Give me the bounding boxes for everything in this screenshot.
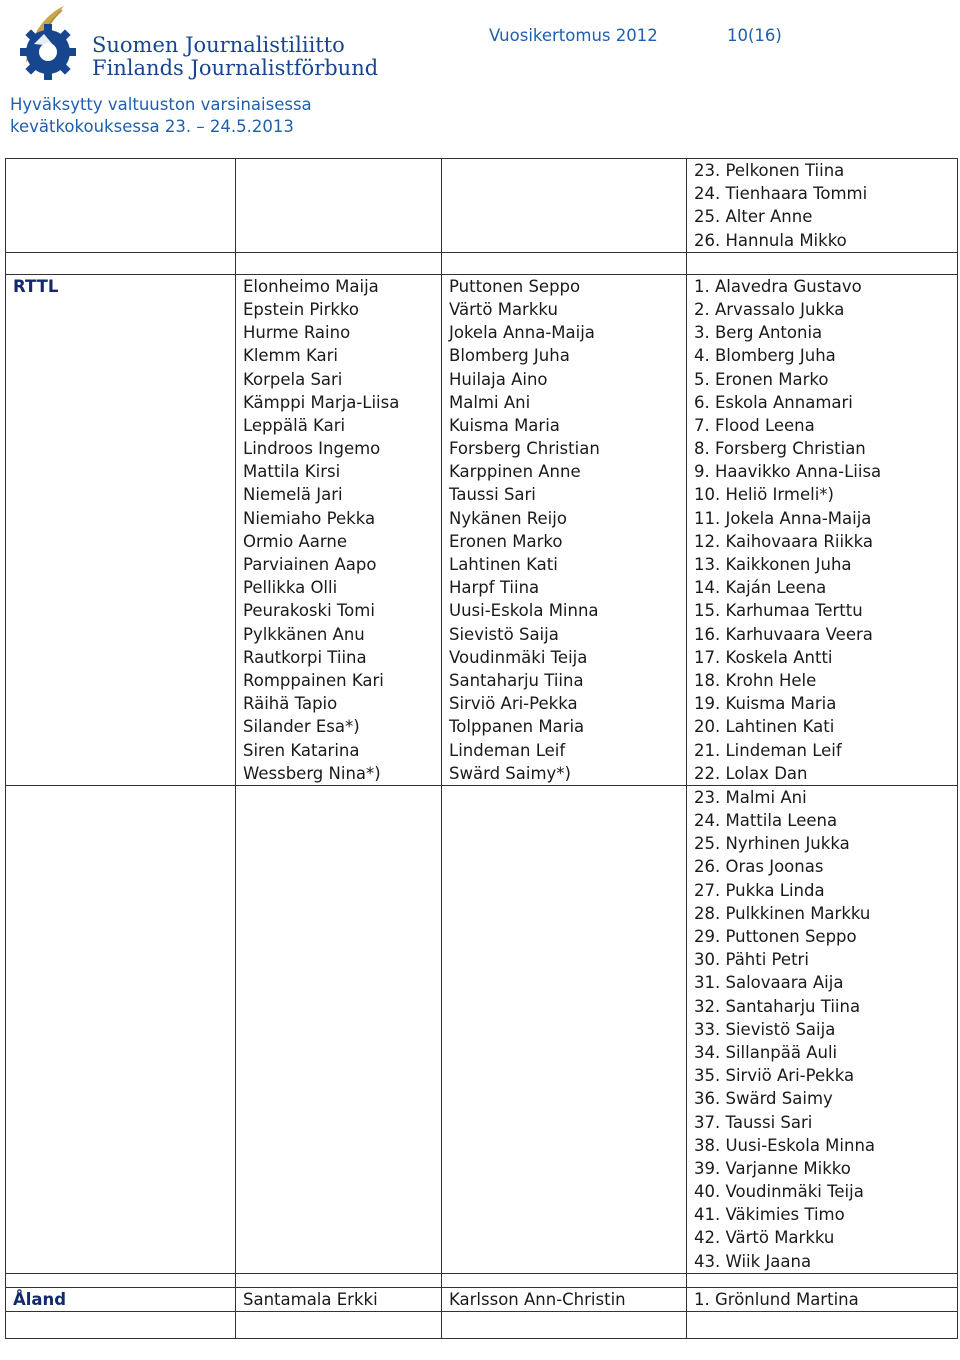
col3-cell <box>687 274 958 785</box>
member-line: 8. Forsberg Christian <box>694 439 866 459</box>
member-line: Pylkkänen Anu <box>243 624 365 644</box>
member-line: 33. Sievistö Saija <box>694 1019 836 1039</box>
approval-line-1: Hyväksytty valtuuston varsinaisessa <box>10 95 312 114</box>
col1-cell <box>236 159 442 253</box>
member-line: 10. Heliö Irmeli*) <box>694 485 834 505</box>
member-line: 37. Taussi Sari <box>694 1112 813 1132</box>
member-line: 22. Lolax Dan <box>694 763 808 783</box>
member-line: 4. Blomberg Juha <box>694 346 836 366</box>
member-line: Jokela Anna-Maija <box>449 323 595 343</box>
member-line: 23. Malmi Ani <box>694 787 807 807</box>
union-cell <box>6 1287 236 1311</box>
member-line: Kämppi Marja-Liisa <box>243 392 400 412</box>
member-line: Santamala Erkki <box>243 1289 378 1309</box>
col1-cell <box>236 274 442 785</box>
table-row <box>6 252 958 274</box>
member-line: Malmi Ani <box>449 392 531 412</box>
member-line: Silander Esa*) <box>243 717 360 737</box>
member-line: 1. Grönlund Martina <box>694 1289 859 1309</box>
member-line: 24. Mattila Leena <box>694 811 838 831</box>
member-line: Lahtinen Kati <box>449 555 558 574</box>
member-line: Puttonen Seppo <box>449 276 581 296</box>
empty-cell <box>687 1312 958 1339</box>
page-number: 10(16) <box>727 26 782 45</box>
document-title: Vuosikertomus 2012 <box>489 26 658 45</box>
member-line: 11. Jokela Anna-Maija <box>694 508 872 528</box>
member-line: Forsberg Christian <box>449 439 600 459</box>
member-line: Parviainen Aapo <box>243 555 377 574</box>
table-row <box>6 1273 958 1287</box>
member-line: 38. Uusi-Eskola Minna <box>694 1135 876 1155</box>
member-line: 5. Eronen Marko <box>694 369 829 389</box>
member-line: Karppinen Anne <box>449 462 581 482</box>
member-line: Romppainen Kari <box>243 670 384 690</box>
member-line: Kuisma Maria <box>449 415 560 435</box>
member-line: Santaharju Tiina <box>449 670 584 690</box>
col2-cell <box>442 274 687 785</box>
member-line: 35. Sirviö Ari-Pekka <box>694 1066 855 1086</box>
member-line: 24. Tienhaara Tommi <box>694 184 868 204</box>
table-row <box>6 274 958 785</box>
member-line: 42. Värtö Markku <box>694 1228 835 1248</box>
member-line: Niemelä Jari <box>243 485 343 505</box>
empty-cell <box>442 1273 687 1287</box>
member-line: 25. Alter Anne <box>694 207 813 227</box>
union-label: Åland <box>13 1289 67 1309</box>
member-line: 16. Karhuvaara Veera <box>694 624 873 644</box>
member-line: Lindeman Leif <box>449 740 566 760</box>
member-line: 26. Hannula Mikko <box>694 230 847 250</box>
table-row <box>6 1312 958 1339</box>
empty-cell <box>236 1273 442 1287</box>
member-line: 14. Kaján Leena <box>694 578 827 598</box>
member-line: Peurakoski Tomi <box>243 601 375 621</box>
member-line: 7. Flood Leena <box>694 415 815 435</box>
member-line: 39. Varjanne Mikko <box>694 1158 851 1178</box>
member-line: 19. Kuisma Maria <box>694 694 837 714</box>
empty-cell <box>6 1312 236 1339</box>
col2-cell <box>442 1287 687 1311</box>
union-cell <box>6 159 236 253</box>
member-line: Epstein Pirkko <box>243 299 359 319</box>
table-row <box>6 785 958 1273</box>
member-line: 36. Swärd Saimy <box>694 1089 833 1109</box>
member-line: Harpf Tiina <box>449 578 540 598</box>
member-line: Pellikka Olli <box>243 578 338 598</box>
member-line: Wessberg Nina*) <box>243 763 381 783</box>
member-line: Värtö Markku <box>449 299 558 319</box>
col1-cell <box>236 785 442 1273</box>
col1-cell <box>236 1287 442 1311</box>
member-line: 13. Kaikkonen Juha <box>694 555 852 574</box>
member-line: 26. Oras Joonas <box>694 857 824 877</box>
member-line: 32. Santaharju Tiina <box>694 996 861 1016</box>
empty-cell <box>236 1312 442 1339</box>
empty-cell <box>687 252 958 274</box>
member-line: Huilaja Aino <box>449 369 548 389</box>
member-line: 40. Voudinmäki Teija <box>694 1182 864 1202</box>
member-line: Mattila Kirsi <box>243 462 341 482</box>
org-logo <box>8 4 379 84</box>
member-line: Elonheimo Maija <box>243 276 379 296</box>
member-line: 20. Lahtinen Kati <box>694 717 835 737</box>
member-line: Lindroos Ingemo <box>243 439 381 459</box>
union-label: RTTL <box>13 276 59 296</box>
member-line: Blomberg Juha <box>449 346 570 366</box>
empty-cell <box>442 252 687 274</box>
empty-cell <box>687 1273 958 1287</box>
member-line: Klemm Kari <box>243 346 338 366</box>
members-table <box>5 158 958 1339</box>
member-line: 31. Salovaara Aija <box>694 973 844 993</box>
col3-cell <box>687 785 958 1273</box>
member-line: 21. Lindeman Leif <box>694 740 842 760</box>
member-line: Nykänen Reijo <box>449 508 567 528</box>
member-line: 25. Nyrhinen Jukka <box>694 834 850 854</box>
member-line: 15. Karhumaa Terttu <box>694 601 863 621</box>
empty-cell <box>6 252 236 274</box>
member-line: Hurme Raino <box>243 323 351 343</box>
member-line: Eronen Marko <box>449 531 563 551</box>
col3-cell <box>687 159 958 253</box>
member-line: 18. Krohn Hele <box>694 670 817 690</box>
member-line: 34. Sillanpää Auli <box>694 1042 838 1062</box>
member-line: Niemiaho Pekka <box>243 508 376 528</box>
empty-cell <box>6 1273 236 1287</box>
member-line: Uusi-Eskola Minna <box>449 601 599 621</box>
member-line: 23. Pelkonen Tiina <box>694 161 845 180</box>
empty-cell <box>442 1312 687 1339</box>
approval-note <box>10 94 312 138</box>
gear-quill-logo-icon <box>8 4 88 84</box>
approval-line-2: kevätkokouksessa 23. – 24.5.2013 <box>10 117 294 136</box>
member-line: Karlsson Ann-Christin <box>449 1289 626 1309</box>
member-line: 2. Arvassalo Jukka <box>694 299 845 319</box>
union-cell <box>6 274 236 785</box>
org-name-swedish: Finlands Journalistförbund <box>92 56 379 80</box>
member-line: Voudinmäki Teija <box>449 647 588 667</box>
table-row <box>6 159 958 253</box>
member-line: Räihä Tapio <box>243 694 338 714</box>
member-line: Ormio Aarne <box>243 531 347 551</box>
member-line: Korpela Sari <box>243 369 343 389</box>
table-row <box>6 1287 958 1311</box>
org-name-finnish: Suomen Journalistiliitto <box>92 33 345 57</box>
member-line: Sievistö Saija <box>449 624 559 644</box>
member-line: Rautkorpi Tiina <box>243 647 367 667</box>
member-line: 1. Alavedra Gustavo <box>694 276 862 296</box>
member-line: 3. Berg Antonia <box>694 323 823 343</box>
member-line: Tolppanen Maria <box>449 717 585 737</box>
col2-cell <box>442 785 687 1273</box>
member-line: 9. Haavikko Anna-Liisa <box>694 462 882 482</box>
member-line: 30. Pähti Petri <box>694 950 809 970</box>
member-line: 29. Puttonen Seppo <box>694 927 857 946</box>
union-cell <box>6 785 236 1273</box>
col3-cell <box>687 1287 958 1311</box>
member-line: 28. Pulkkinen Markku <box>694 903 871 923</box>
member-line: Taussi Sari <box>449 485 536 505</box>
member-line: 41. Väkimies Timo <box>694 1205 845 1225</box>
member-line: 12. Kaihovaara Riikka <box>694 531 873 551</box>
member-line: 17. Koskela Antti <box>694 647 833 667</box>
member-line: Siren Katarina <box>243 740 360 760</box>
empty-cell <box>236 252 442 274</box>
member-line: 27. Pukka Linda <box>694 880 825 900</box>
member-line: Swärd Saimy*) <box>449 763 571 783</box>
member-line: Sirviö Ari-Pekka <box>449 694 578 714</box>
member-line: 6. Eskola Annamari <box>694 392 853 412</box>
member-line: 43. Wiik Jaana <box>694 1251 812 1271</box>
col2-cell <box>442 159 687 253</box>
member-line: Leppälä Kari <box>243 415 346 435</box>
